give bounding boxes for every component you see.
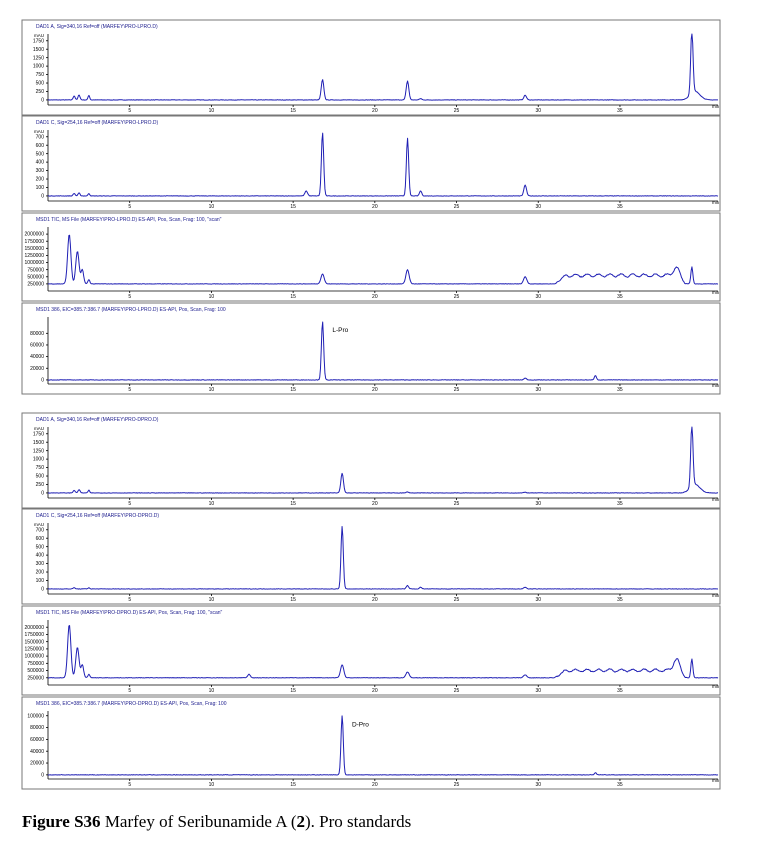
y-tick-label: 300 (35, 561, 44, 568)
y-tick-label: 1750 (32, 431, 44, 438)
panel-frame (22, 213, 720, 301)
caption-text-after: ). Pro standards (305, 812, 412, 831)
x-tick-label: 20 (372, 501, 378, 507)
x-tick-label: 10 (208, 782, 215, 788)
x-tick-label: 25 (453, 108, 460, 114)
x-tick-label: 15 (290, 597, 296, 603)
y-tick-label: 1000 (32, 63, 44, 70)
x-tick-label: 35 (617, 782, 623, 788)
chromatogram-panel-1 (22, 20, 720, 115)
y-tick-label: 1500 (32, 439, 44, 446)
caption-text-before: Marfey of Seribunamide A ( (100, 812, 297, 831)
x-unit-label: min (712, 104, 720, 109)
x-tick-label: 5 (128, 782, 132, 788)
y-tick-label: 500 (35, 80, 44, 87)
x-tick-label: 30 (535, 597, 542, 603)
x-tick-label: 15 (290, 688, 296, 694)
y-tick-label: 1000 (32, 456, 44, 463)
x-tick-label: 30 (535, 688, 542, 694)
y-tick-label: 80000 (30, 725, 44, 732)
y-tick-label: 250000 (27, 281, 44, 288)
y-tick-label: 200 (35, 569, 44, 576)
x-tick-label: 20 (372, 294, 378, 300)
y-tick-label: 300 (35, 168, 44, 175)
y-unit-label: mAU (34, 522, 44, 527)
x-tick-label: 5 (128, 204, 132, 210)
y-tick-label: 1750000 (24, 632, 44, 639)
panel-header: DAD1 C, Sig=254,16 Ref=off (MARFEY\PRO-DPRO.D) (36, 513, 160, 519)
y-tick-label: 400 (35, 552, 44, 559)
x-tick-label: 15 (290, 294, 296, 300)
y-tick-label: 1500 (32, 46, 44, 53)
panel-header: DAD1 A, Sig=340,16 Ref=off (MARFEY\PRO-LPRO.D) (36, 24, 158, 30)
x-tick-label: 30 (535, 501, 542, 507)
y-tick-label: 1000000 (24, 653, 44, 660)
x-tick-label: 5 (128, 501, 132, 507)
y-tick-label: 700 (35, 527, 44, 534)
y-tick-label: 500 (35, 544, 44, 551)
y-tick-label: 60000 (30, 736, 44, 743)
x-tick-label: 30 (535, 108, 542, 114)
y-tick-label: 1750000 (24, 238, 44, 245)
y-tick-label: 200 (35, 176, 44, 183)
y-tick-label: 1250000 (24, 646, 44, 653)
panel-header: DAD1 C, Sig=254,16 Ref=off (MARFEY\PRO-LPRO.D) (36, 120, 159, 126)
x-tick-label: 15 (290, 108, 296, 114)
x-tick-label: 15 (290, 501, 296, 507)
caption-label: Figure S36 (22, 812, 101, 831)
chromatogram-panel-4 (22, 303, 720, 394)
x-tick-label: 30 (535, 294, 542, 300)
y-tick-label: 0 (41, 377, 44, 384)
x-tick-label: 5 (128, 387, 132, 393)
y-tick-label: 1500000 (24, 245, 44, 252)
x-tick-label: 10 (208, 688, 215, 694)
x-tick-label: 5 (128, 108, 132, 114)
x-tick-label: 10 (208, 204, 215, 210)
x-unit-label: min (712, 593, 720, 598)
x-tick-label: 35 (617, 688, 623, 694)
panel-frame (22, 606, 720, 695)
y-tick-label: 100 (35, 578, 44, 585)
panel-frame (22, 413, 720, 508)
x-tick-label: 30 (535, 387, 542, 393)
chromatogram-panel-3 (22, 213, 720, 301)
y-tick-label: 1500000 (24, 639, 44, 646)
panel-frame (22, 20, 720, 115)
x-tick-label: 20 (372, 597, 378, 603)
x-tick-label: 10 (208, 501, 215, 507)
x-tick-label: 10 (208, 387, 215, 393)
y-tick-label: 500000 (27, 668, 44, 675)
x-tick-label: 25 (453, 782, 460, 788)
y-tick-label: 250 (35, 482, 44, 489)
peak-label: L-Pro (332, 327, 349, 335)
y-tick-label: 0 (41, 586, 44, 593)
peak-label: D-Pro (351, 721, 369, 729)
x-tick-label: 20 (372, 204, 378, 210)
panel-header: MSD1 386, EIC=385.7:386.7 (MARFEY\PRO-LPRO.D) ES-API, Pos, Scan, Frag: 100 (36, 307, 226, 313)
x-tick-label: 5 (128, 688, 132, 694)
y-unit-label: mAU (34, 33, 44, 38)
y-tick-label: 750 (35, 465, 44, 472)
y-tick-label: 0 (41, 193, 44, 200)
y-tick-label: 60000 (30, 342, 44, 349)
chromatogram-panel-7 (22, 606, 720, 695)
x-tick-label: 25 (453, 597, 460, 603)
y-tick-label: 600 (35, 142, 44, 149)
caption-compound-number: 2 (296, 812, 305, 831)
y-tick-label: 500 (35, 473, 44, 480)
x-tick-label: 25 (453, 294, 460, 300)
y-tick-label: 750000 (27, 267, 44, 274)
panel-header: DAD1 A, Sig=340,16 Ref=off (MARFEY\PRO-DPRO.D) (36, 417, 159, 423)
x-tick-label: 25 (453, 387, 460, 393)
x-tick-label: 20 (372, 108, 378, 114)
y-tick-label: 80000 (30, 330, 44, 337)
x-tick-label: 35 (617, 597, 623, 603)
y-tick-label: 40000 (30, 354, 44, 361)
y-tick-label: 2000000 (24, 624, 44, 631)
x-tick-label: 35 (617, 204, 623, 210)
x-tick-label: 35 (617, 294, 623, 300)
panel-header: MSD1 TIC, MS File (MARFEY\PRO-LPRO.D) ES-API, Pos, Scan, Frag: 100, "scan" (36, 217, 222, 223)
panel-header: MSD1 TIC, MS File (MARFEY\PRO-DPRO.D) ES-API, Pos, Scan, Frag: 100, "scan" (36, 610, 223, 616)
x-tick-label: 5 (128, 294, 132, 300)
panel-frame (22, 116, 720, 211)
y-tick-label: 0 (41, 490, 44, 497)
x-tick-label: 30 (535, 782, 542, 788)
x-tick-label: 10 (208, 597, 215, 603)
y-tick-label: 500000 (27, 274, 44, 281)
x-tick-label: 20 (372, 688, 378, 694)
x-tick-label: 10 (208, 294, 215, 300)
x-tick-label: 35 (617, 501, 623, 507)
y-tick-label: 100000 (27, 713, 44, 720)
x-tick-label: 35 (617, 108, 623, 114)
x-tick-label: 20 (372, 782, 378, 788)
panel-header: MSD1 386, EIC=385.7:386.7 (MARFEY\PRO-DPRO.D) ES-API, Pos, Scan, Frag: 100 (36, 701, 227, 707)
y-tick-label: 1750 (32, 38, 44, 45)
x-unit-label: min (712, 383, 720, 388)
x-tick-label: 25 (453, 688, 460, 694)
x-tick-label: 15 (290, 387, 296, 393)
x-tick-label: 20 (372, 387, 378, 393)
x-tick-label: 30 (535, 204, 542, 210)
y-unit-label: mAU (34, 129, 44, 134)
y-tick-label: 20000 (30, 365, 44, 372)
chromatogram-panel-6 (22, 509, 720, 604)
x-unit-label: min (712, 684, 720, 689)
y-tick-label: 1000000 (24, 260, 44, 267)
y-unit-label: mAU (34, 426, 44, 431)
x-tick-label: 25 (453, 501, 460, 507)
y-tick-label: 1250 (32, 448, 44, 455)
y-tick-label: 400 (35, 159, 44, 166)
y-tick-label: 250 (35, 89, 44, 96)
y-tick-label: 700 (35, 134, 44, 141)
x-tick-label: 15 (290, 782, 296, 788)
x-tick-label: 35 (617, 387, 623, 393)
x-unit-label: min (712, 290, 720, 295)
y-tick-label: 20000 (30, 760, 44, 767)
x-tick-label: 15 (290, 204, 296, 210)
y-tick-label: 250000 (27, 675, 44, 682)
y-tick-label: 1250 (32, 55, 44, 62)
chromatogram-panel-8 (22, 697, 720, 789)
x-tick-label: 25 (453, 204, 460, 210)
chromatogram-panel-2 (22, 116, 720, 211)
y-tick-label: 2000000 (24, 231, 44, 238)
panel-frame (22, 509, 720, 604)
x-unit-label: min (712, 497, 720, 502)
x-unit-label: min (712, 778, 720, 783)
x-tick-label: 10 (208, 108, 215, 114)
y-tick-label: 0 (41, 772, 44, 779)
y-tick-label: 100 (35, 185, 44, 192)
x-unit-label: min (712, 200, 720, 205)
figure-caption (22, 812, 411, 832)
chromatogram-panel-5 (22, 413, 720, 508)
x-tick-label: 5 (128, 597, 132, 603)
y-tick-label: 500 (35, 151, 44, 158)
y-tick-label: 0 (41, 97, 44, 104)
y-tick-label: 600 (35, 535, 44, 542)
y-tick-label: 750 (35, 72, 44, 79)
y-tick-label: 750000 (27, 660, 44, 667)
y-tick-label: 40000 (30, 748, 44, 755)
y-tick-label: 1250000 (24, 253, 44, 260)
